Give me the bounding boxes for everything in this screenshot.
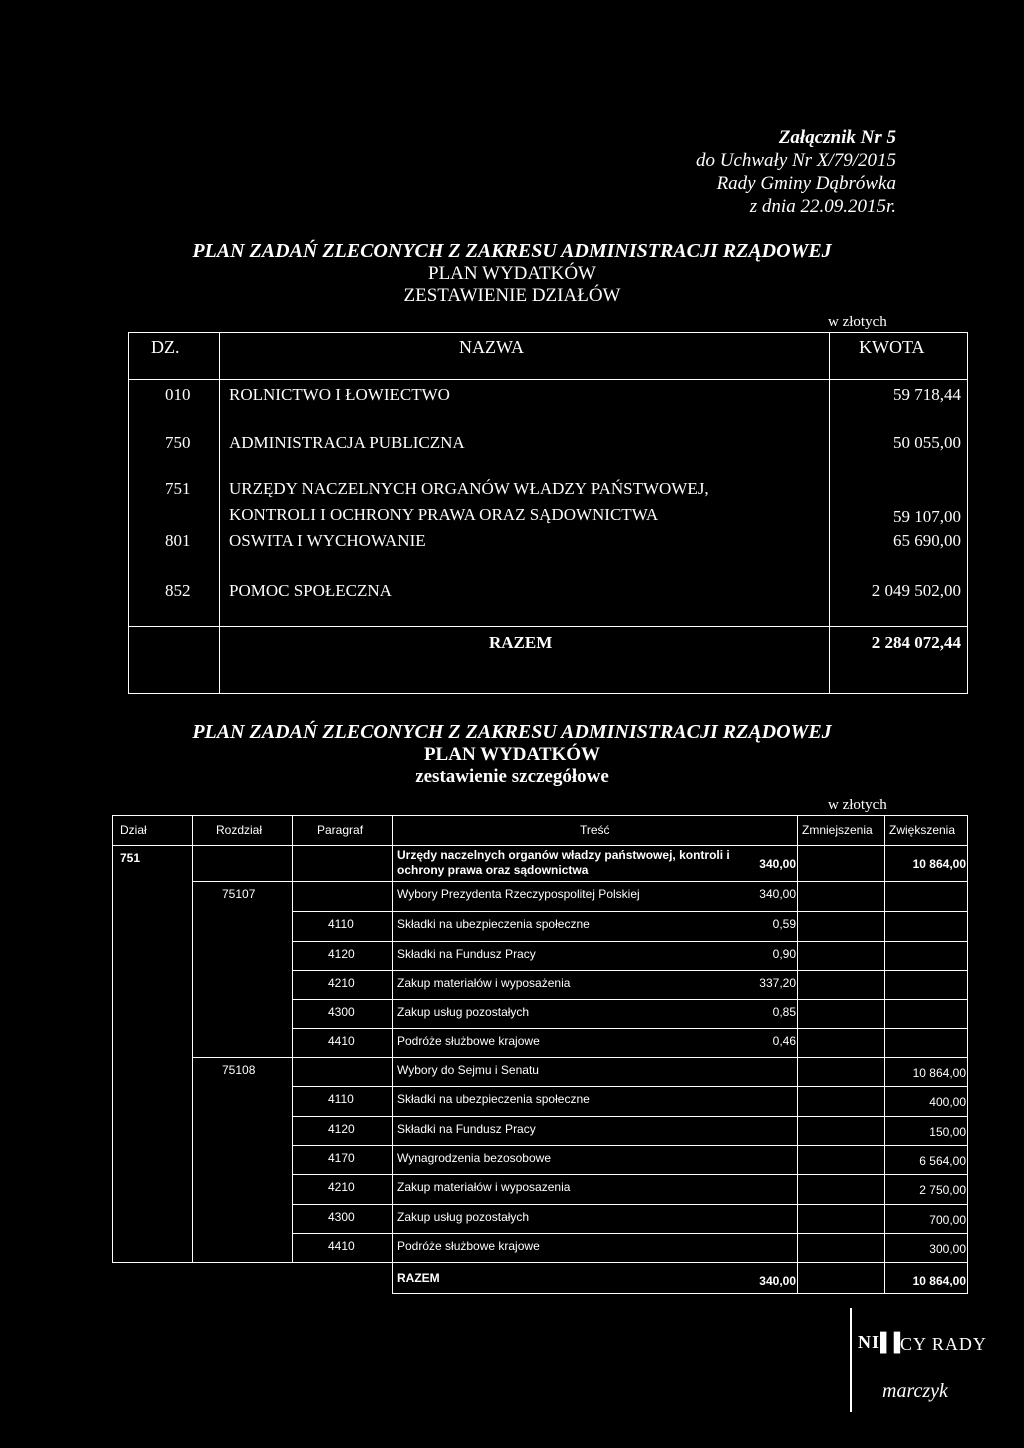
row-tresc: Składki na ubezpieczenia społeczne — [397, 917, 590, 931]
section1-subtitle: PLAN WYDATKÓW — [428, 263, 596, 284]
row-dz: 852 — [165, 581, 191, 600]
col-dzial-header: Dział — [120, 823, 147, 837]
row-amount: 65 690,00 — [893, 531, 961, 550]
stamp-mark-icon: NI▌▌ — [858, 1332, 908, 1352]
row-zwi: 150,00 — [929, 1125, 966, 1139]
row-zmn: 0,59 — [772, 917, 796, 931]
section2-unit: w złotych — [828, 797, 887, 813]
col-name-header: NAZWA — [459, 337, 524, 357]
row-paragraf: 4300 — [328, 1005, 355, 1019]
row-tresc: Zakup materiałów i wyposazenia — [397, 1180, 571, 1194]
annex-date: z dnia 22.09.2015r. — [749, 196, 896, 217]
row-dz: 750 — [165, 433, 191, 452]
row-tresc: Zakup materiałów i wyposażenia — [397, 976, 571, 990]
section2-title: PLAN ZADAŃ ZLECONYCH Z ZAKRESU ADMINISTRACJI RZĄDOWEJ — [192, 721, 832, 743]
annex-block — [696, 126, 896, 218]
row-paragraf: 4410 — [328, 1239, 355, 1253]
row-name-cont: KONTROLI I OCHRONY PRAWA ORAZ SĄDOWNICTWA — [229, 505, 659, 524]
row-zwi: 400,00 — [929, 1095, 966, 1109]
row-tresc: Zakup usług pozostałych — [397, 1005, 530, 1019]
stamp-edge — [850, 1308, 852, 1412]
row-paragraf: 4120 — [328, 1122, 355, 1136]
main-zmn: 340,00 — [759, 857, 796, 871]
signature: marczyk — [882, 1380, 948, 1402]
detail-total-label: RAZEM — [397, 1271, 440, 1285]
col-tresc-header: Treść — [580, 823, 610, 837]
col-dz-header: DZ. — [151, 337, 180, 357]
main-dzial: 751 — [120, 851, 141, 865]
row-zmn: 0,90 — [772, 947, 796, 961]
main-tresc-cont: ochrony prawa oraz sądownictwa — [397, 863, 589, 877]
main-tresc: Urzędy naczelnych organów władzy państwowej, kontroli i — [397, 848, 730, 862]
row-tresc: Podróże służbowe krajowe — [397, 1239, 540, 1253]
total-label: RAZEM — [489, 633, 553, 652]
row-zwi: 300,00 — [929, 1242, 966, 1256]
row-rozdzial: 75107 — [222, 887, 256, 901]
row-amount: 2 049 502,00 — [871, 581, 961, 600]
row-paragraf: 4410 — [328, 1034, 355, 1048]
row-paragraf: 4210 — [328, 976, 355, 990]
main-zwi: 10 864,00 — [912, 857, 966, 871]
row-name: URZĘDY NACZELNYCH ORGANÓW WŁADZY PAŃSTWOWEJ, — [229, 479, 709, 498]
summary-table — [128, 332, 968, 694]
row-tresc: Wybory Prezydenta Rzeczypospolitej Polskiej — [397, 887, 640, 901]
row-tresc: Zakup usług pozostałych — [397, 1210, 530, 1224]
row-name: ADMINISTRACJA PUBLICZNA — [229, 433, 465, 452]
row-zmn: 337,20 — [759, 976, 796, 990]
row-name: POMOC SPOŁECZNA — [229, 581, 392, 600]
section2-subtitle: PLAN WYDATKÓW — [423, 744, 601, 765]
row-zwi: 2 750,00 — [919, 1183, 966, 1197]
annex-number: Załącznik Nr 5 — [778, 127, 896, 148]
row-tresc: Składki na Fundusz Pracy — [397, 947, 536, 961]
section2-titles — [0, 721, 1024, 788]
row-zwi: 700,00 — [929, 1213, 966, 1227]
row-name: ROLNICTWO I ŁOWIECTWO — [229, 385, 450, 404]
row-rozdzial: 75108 — [222, 1063, 256, 1077]
section1-subtitle2: ZESTAWIENIE DZIAŁÓW — [403, 285, 621, 306]
annex-council: Rady Gminy Dąbrówka — [716, 173, 896, 194]
col-zmn-header: Zmniejszenia — [802, 823, 873, 837]
row-zwi: 10 864,00 — [912, 1066, 966, 1080]
stamp-text: CY RADY — [900, 1334, 987, 1354]
col-zwi-header: Zwiększenia — [889, 823, 956, 837]
row-zmn: 0,46 — [772, 1034, 796, 1048]
row-zmn: 0,85 — [772, 1005, 796, 1019]
row-name: OSWITA I WYCHOWANIE — [229, 531, 426, 550]
detail-total-zwi: 10 864,00 — [912, 1274, 966, 1288]
row-dz: 751 — [165, 479, 191, 498]
section1-titles — [0, 240, 1024, 307]
detail-total-zmn: 340,00 — [759, 1274, 796, 1288]
row-amount: 59 107,00 — [893, 507, 961, 526]
row-paragraf: 4120 — [328, 947, 355, 961]
detail-table — [112, 815, 968, 1295]
row-paragraf: 4300 — [328, 1210, 355, 1224]
row-dz: 010 — [165, 385, 191, 404]
section2-subtitle2: zestawienie szczegółowe — [415, 766, 609, 787]
row-zwi: 6 564,00 — [919, 1154, 966, 1168]
col-rozdzial-header: Rozdział — [216, 823, 263, 837]
section1-title: PLAN ZADAŃ ZLECONYCH Z ZAKRESU ADMINISTRACJI RZĄDOWEJ — [192, 240, 832, 262]
annex-resolution: do Uchwały Nr X/79/2015 — [695, 150, 896, 171]
col-paragraf-header: Paragraf — [317, 823, 364, 837]
row-paragraf: 4210 — [328, 1180, 355, 1194]
row-tresc: Składki na ubezpieczenia społeczne — [397, 1092, 590, 1106]
row-tresc: Składki na Fundusz Pracy — [397, 1122, 536, 1136]
section1-unit: w złotych — [828, 314, 887, 330]
row-amount: 59 718,44 — [893, 385, 961, 404]
row-dz: 801 — [165, 531, 191, 550]
row-paragraf: 4110 — [328, 1092, 354, 1106]
row-amount: 50 055,00 — [893, 433, 961, 452]
total-amount: 2 284 072,44 — [871, 633, 961, 652]
row-tresc: Wynagrodzenia bezosobowe — [397, 1151, 551, 1165]
row-paragraf: 4170 — [328, 1151, 355, 1165]
row-tresc: Podróże służbowe krajowe — [397, 1034, 540, 1048]
row-paragraf: 4110 — [328, 917, 354, 931]
row-zmn: 340,00 — [759, 887, 796, 901]
col-amount-header: KWOTA — [859, 337, 925, 357]
row-tresc: Wybory do Sejmu i Senatu — [397, 1063, 539, 1077]
